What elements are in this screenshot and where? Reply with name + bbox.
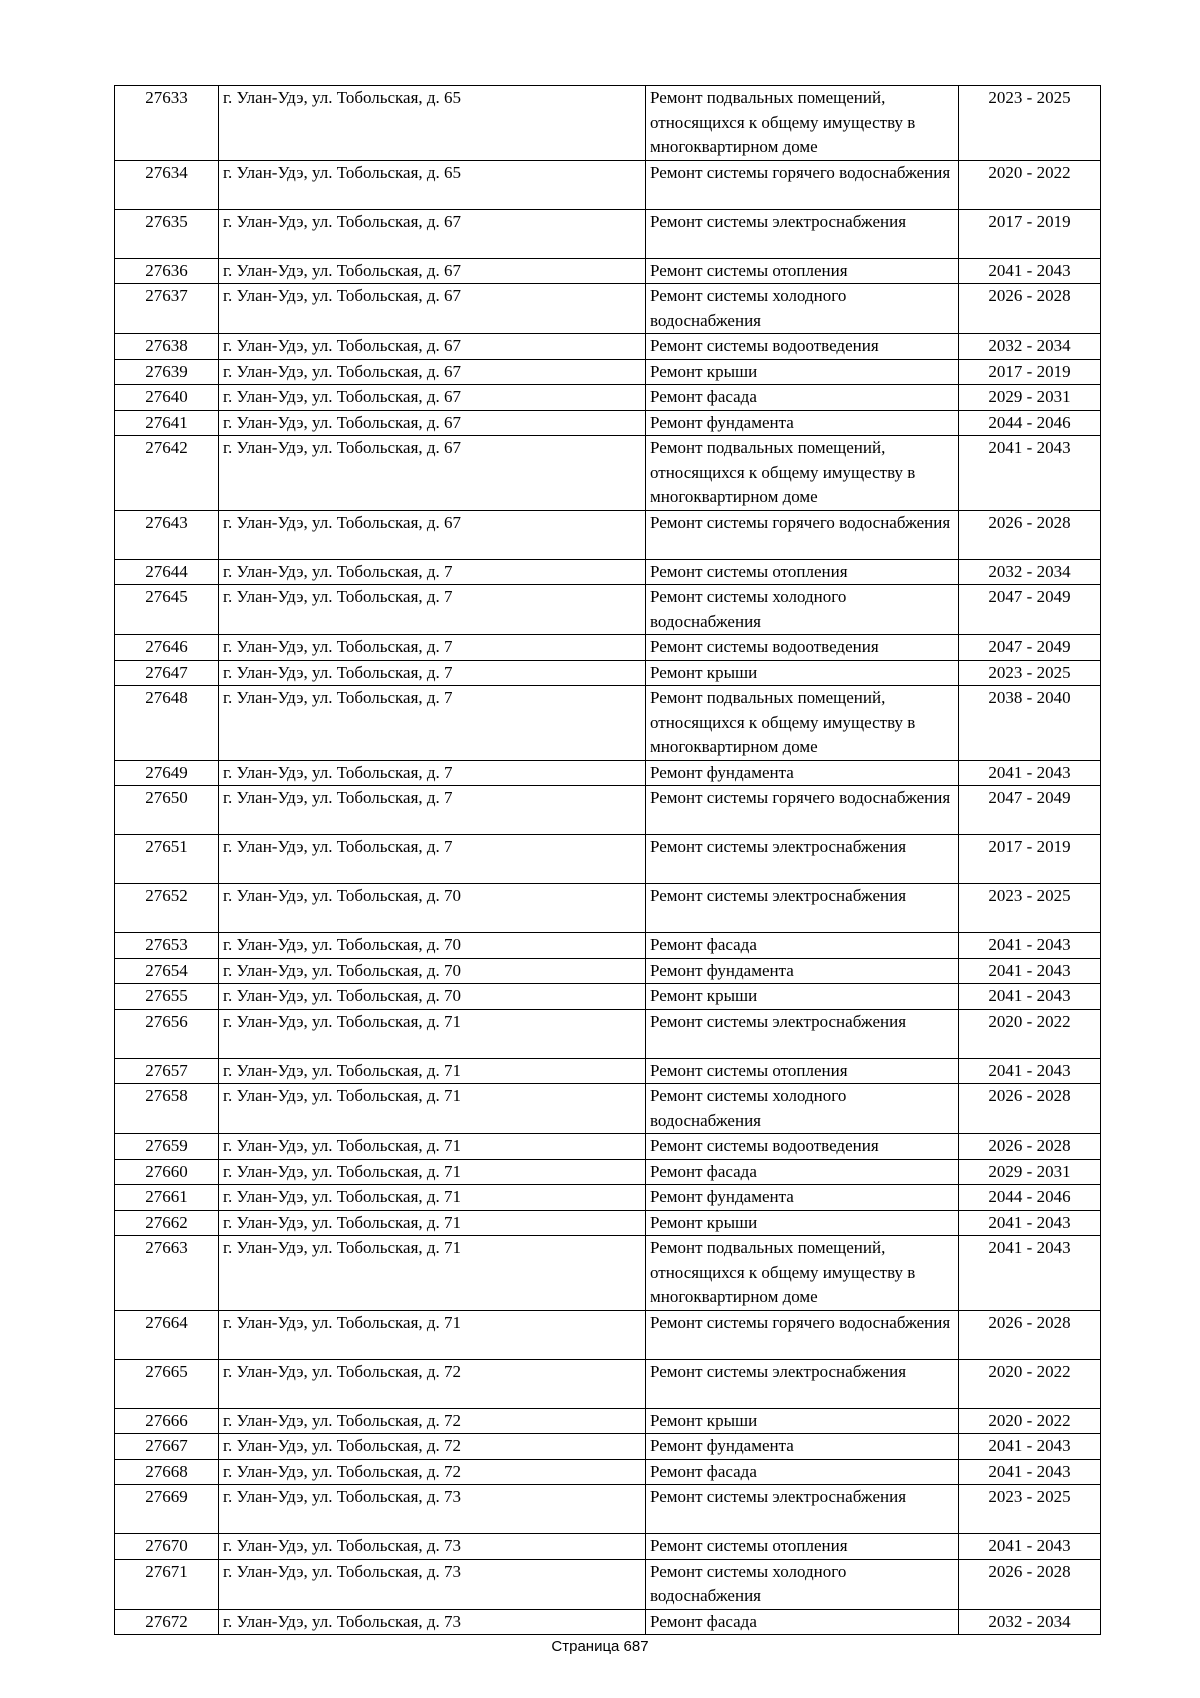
period-cell: 2041 - 2043 xyxy=(959,760,1101,786)
work-type-cell: Ремонт системы электроснабжения xyxy=(646,835,959,884)
table-row xyxy=(115,1485,1101,1534)
row-number-cell: 27655 xyxy=(115,984,219,1010)
address-cell: г. Улан-Удэ, ул. Тобольская, д. 65 xyxy=(219,160,646,209)
work-type-cell: Ремонт фасада xyxy=(646,385,959,411)
work-type-cell: Ремонт системы водоотведения xyxy=(646,1134,959,1160)
period-cell: 2026 - 2028 xyxy=(959,1084,1101,1134)
table-row xyxy=(115,284,1101,334)
address-cell: г. Улан-Удэ, ул. Тобольская, д. 67 xyxy=(219,385,646,411)
work-type-cell: Ремонт крыши xyxy=(646,1210,959,1236)
period-cell: 2041 - 2043 xyxy=(959,1459,1101,1485)
row-number-cell: 27660 xyxy=(115,1159,219,1185)
table-row xyxy=(115,1159,1101,1185)
period-cell: 2026 - 2028 xyxy=(959,1559,1101,1609)
work-type-cell: Ремонт системы электроснабжения xyxy=(646,884,959,933)
address-cell: г. Улан-Удэ, ул. Тобольская, д. 72 xyxy=(219,1434,646,1460)
table-row xyxy=(115,410,1101,436)
row-number-cell: 27644 xyxy=(115,559,219,585)
address-cell: г. Улан-Удэ, ул. Тобольская, д. 7 xyxy=(219,686,646,761)
period-cell: 2029 - 2031 xyxy=(959,1159,1101,1185)
address-cell: г. Улан-Удэ, ул. Тобольская, д. 67 xyxy=(219,510,646,559)
row-number-cell: 27670 xyxy=(115,1534,219,1560)
period-cell: 2041 - 2043 xyxy=(959,1236,1101,1311)
work-type-cell: Ремонт фундамента xyxy=(646,1185,959,1211)
table-row xyxy=(115,334,1101,360)
table-row xyxy=(115,1408,1101,1434)
table-row xyxy=(115,786,1101,835)
period-cell: 2044 - 2046 xyxy=(959,410,1101,436)
period-cell: 2023 - 2025 xyxy=(959,86,1101,161)
period-cell: 2020 - 2022 xyxy=(959,160,1101,209)
work-type-cell: Ремонт фасада xyxy=(646,1459,959,1485)
work-type-cell: Ремонт фундамента xyxy=(646,1434,959,1460)
row-number-cell: 27643 xyxy=(115,510,219,559)
period-cell: 2038 - 2040 xyxy=(959,686,1101,761)
document-table-container xyxy=(114,85,1100,1635)
address-cell: г. Улан-Удэ, ул. Тобольская, д. 72 xyxy=(219,1359,646,1408)
table-row xyxy=(115,958,1101,984)
address-cell: г. Улан-Удэ, ул. Тобольская, д. 70 xyxy=(219,933,646,959)
work-type-cell: Ремонт крыши xyxy=(646,359,959,385)
row-number-cell: 27634 xyxy=(115,160,219,209)
row-number-cell: 27637 xyxy=(115,284,219,334)
work-type-cell: Ремонт системы холодного водоснабжения xyxy=(646,1084,959,1134)
table-row xyxy=(115,1559,1101,1609)
row-number-cell: 27650 xyxy=(115,786,219,835)
period-cell: 2041 - 2043 xyxy=(959,984,1101,1010)
table-row xyxy=(115,1609,1101,1635)
table-row xyxy=(115,359,1101,385)
address-cell: г. Улан-Удэ, ул. Тобольская, д. 71 xyxy=(219,1310,646,1359)
row-number-cell: 27646 xyxy=(115,635,219,661)
table-row xyxy=(115,984,1101,1010)
row-number-cell: 27647 xyxy=(115,660,219,686)
address-cell: г. Улан-Удэ, ул. Тобольская, д. 73 xyxy=(219,1609,646,1635)
table-row xyxy=(115,686,1101,761)
address-cell: г. Улан-Удэ, ул. Тобольская, д. 72 xyxy=(219,1459,646,1485)
table-row xyxy=(115,86,1101,161)
address-cell: г. Улан-Удэ, ул. Тобольская, д. 71 xyxy=(219,1185,646,1211)
table-row xyxy=(115,510,1101,559)
period-cell: 2020 - 2022 xyxy=(959,1009,1101,1058)
period-cell: 2041 - 2043 xyxy=(959,1058,1101,1084)
address-cell: г. Улан-Удэ, ул. Тобольская, д. 67 xyxy=(219,410,646,436)
row-number-cell: 27635 xyxy=(115,209,219,258)
period-cell: 2023 - 2025 xyxy=(959,884,1101,933)
page-number: Страница 687 xyxy=(551,1638,649,1655)
period-cell: 2041 - 2043 xyxy=(959,1534,1101,1560)
work-type-cell: Ремонт фасада xyxy=(646,933,959,959)
work-type-cell: Ремонт фундамента xyxy=(646,410,959,436)
work-type-cell: Ремонт системы горячего водоснабжения xyxy=(646,1310,959,1359)
address-cell: г. Улан-Удэ, ул. Тобольская, д. 7 xyxy=(219,660,646,686)
address-cell: г. Улан-Удэ, ул. Тобольская, д. 70 xyxy=(219,958,646,984)
table-row xyxy=(115,1310,1101,1359)
address-cell: г. Улан-Удэ, ул. Тобольская, д. 73 xyxy=(219,1485,646,1534)
work-type-cell: Ремонт подвальных помещений, относящихся к общему имуществу в многоквартирном доме xyxy=(646,1236,959,1311)
period-cell: 2017 - 2019 xyxy=(959,359,1101,385)
period-cell: 2041 - 2043 xyxy=(959,933,1101,959)
work-type-cell: Ремонт системы горячего водоснабжения xyxy=(646,786,959,835)
work-type-cell: Ремонт системы электроснабжения xyxy=(646,209,959,258)
row-number-cell: 27659 xyxy=(115,1134,219,1160)
table-row xyxy=(115,835,1101,884)
table-row xyxy=(115,1210,1101,1236)
row-number-cell: 27666 xyxy=(115,1408,219,1434)
table-row xyxy=(115,385,1101,411)
period-cell: 2026 - 2028 xyxy=(959,284,1101,334)
period-cell: 2020 - 2022 xyxy=(959,1359,1101,1408)
period-cell: 2032 - 2034 xyxy=(959,559,1101,585)
row-number-cell: 27648 xyxy=(115,686,219,761)
work-type-cell: Ремонт крыши xyxy=(646,660,959,686)
address-cell: г. Улан-Удэ, ул. Тобольская, д. 73 xyxy=(219,1559,646,1609)
row-number-cell: 27652 xyxy=(115,884,219,933)
period-cell: 2047 - 2049 xyxy=(959,635,1101,661)
address-cell: г. Улан-Удэ, ул. Тобольская, д. 70 xyxy=(219,984,646,1010)
row-number-cell: 27658 xyxy=(115,1084,219,1134)
period-cell: 2017 - 2019 xyxy=(959,209,1101,258)
table-row xyxy=(115,559,1101,585)
address-cell: г. Улан-Удэ, ул. Тобольская, д. 72 xyxy=(219,1408,646,1434)
row-number-cell: 27656 xyxy=(115,1009,219,1058)
table-row xyxy=(115,1434,1101,1460)
work-type-cell: Ремонт подвальных помещений, относящихся к общему имуществу в многоквартирном доме xyxy=(646,686,959,761)
period-cell: 2041 - 2043 xyxy=(959,1210,1101,1236)
work-type-cell: Ремонт системы отопления xyxy=(646,1058,959,1084)
work-type-cell: Ремонт фундамента xyxy=(646,958,959,984)
work-type-cell: Ремонт системы отопления xyxy=(646,258,959,284)
row-number-cell: 27669 xyxy=(115,1485,219,1534)
address-cell: г. Улан-Удэ, ул. Тобольская, д. 71 xyxy=(219,1159,646,1185)
period-cell: 2017 - 2019 xyxy=(959,835,1101,884)
row-number-cell: 27664 xyxy=(115,1310,219,1359)
table-row xyxy=(115,1058,1101,1084)
address-cell: г. Улан-Удэ, ул. Тобольская, д. 67 xyxy=(219,334,646,360)
table-row xyxy=(115,1185,1101,1211)
address-cell: г. Улан-Удэ, ул. Тобольская, д. 71 xyxy=(219,1084,646,1134)
address-cell: г. Улан-Удэ, ул. Тобольская, д. 73 xyxy=(219,1534,646,1560)
work-type-cell: Ремонт системы электроснабжения xyxy=(646,1485,959,1534)
row-number-cell: 27663 xyxy=(115,1236,219,1311)
period-cell: 2044 - 2046 xyxy=(959,1185,1101,1211)
work-type-cell: Ремонт системы холодного водоснабжения xyxy=(646,1559,959,1609)
address-cell: г. Улан-Удэ, ул. Тобольская, д. 71 xyxy=(219,1210,646,1236)
table-row xyxy=(115,1534,1101,1560)
period-cell: 2047 - 2049 xyxy=(959,786,1101,835)
period-cell: 2041 - 2043 xyxy=(959,258,1101,284)
work-type-cell: Ремонт системы отопления xyxy=(646,559,959,585)
address-cell: г. Улан-Удэ, ул. Тобольская, д. 71 xyxy=(219,1236,646,1311)
address-cell: г. Улан-Удэ, ул. Тобольская, д. 67 xyxy=(219,209,646,258)
work-type-cell: Ремонт системы холодного водоснабжения xyxy=(646,585,959,635)
row-number-cell: 27641 xyxy=(115,410,219,436)
work-type-cell: Ремонт системы электроснабжения xyxy=(646,1359,959,1408)
work-type-cell: Ремонт фундамента xyxy=(646,760,959,786)
period-cell: 2041 - 2043 xyxy=(959,1434,1101,1460)
row-number-cell: 27649 xyxy=(115,760,219,786)
table-body xyxy=(115,86,1101,1635)
period-cell: 2041 - 2043 xyxy=(959,958,1101,984)
address-cell: г. Улан-Удэ, ул. Тобольская, д. 7 xyxy=(219,635,646,661)
table-row xyxy=(115,1084,1101,1134)
table-row xyxy=(115,1359,1101,1408)
address-cell: г. Улан-Удэ, ул. Тобольская, д. 70 xyxy=(219,884,646,933)
row-number-cell: 27657 xyxy=(115,1058,219,1084)
period-cell: 2026 - 2028 xyxy=(959,510,1101,559)
work-type-cell: Ремонт фасада xyxy=(646,1609,959,1635)
row-number-cell: 27668 xyxy=(115,1459,219,1485)
table-row xyxy=(115,160,1101,209)
work-type-cell: Ремонт системы отопления xyxy=(646,1534,959,1560)
address-cell: г. Улан-Удэ, ул. Тобольская, д. 7 xyxy=(219,559,646,585)
table-row xyxy=(115,209,1101,258)
row-number-cell: 27671 xyxy=(115,1559,219,1609)
address-cell: г. Улан-Удэ, ул. Тобольская, д. 7 xyxy=(219,585,646,635)
period-cell: 2020 - 2022 xyxy=(959,1408,1101,1434)
period-cell: 2026 - 2028 xyxy=(959,1310,1101,1359)
address-cell: г. Улан-Удэ, ул. Тобольская, д. 7 xyxy=(219,786,646,835)
period-cell: 2029 - 2031 xyxy=(959,385,1101,411)
work-type-cell: Ремонт фасада xyxy=(646,1159,959,1185)
address-cell: г. Улан-Удэ, ул. Тобольская, д. 71 xyxy=(219,1058,646,1084)
address-cell: г. Улан-Удэ, ул. Тобольская, д. 71 xyxy=(219,1134,646,1160)
address-cell: г. Улан-Удэ, ул. Тобольская, д. 67 xyxy=(219,436,646,511)
row-number-cell: 27633 xyxy=(115,86,219,161)
work-type-cell: Ремонт системы водоотведения xyxy=(646,635,959,661)
period-cell: 2023 - 2025 xyxy=(959,1485,1101,1534)
table-row xyxy=(115,884,1101,933)
period-cell: 2032 - 2034 xyxy=(959,334,1101,360)
work-type-cell: Ремонт системы холодного водоснабжения xyxy=(646,284,959,334)
address-cell: г. Улан-Удэ, ул. Тобольская, д. 7 xyxy=(219,760,646,786)
address-cell: г. Улан-Удэ, ул. Тобольская, д. 71 xyxy=(219,1009,646,1058)
table-row xyxy=(115,1459,1101,1485)
work-type-cell: Ремонт системы электроснабжения xyxy=(646,1009,959,1058)
period-cell: 2023 - 2025 xyxy=(959,660,1101,686)
table-row xyxy=(115,1134,1101,1160)
address-cell: г. Улан-Удэ, ул. Тобольская, д. 67 xyxy=(219,258,646,284)
period-cell: 2026 - 2028 xyxy=(959,1134,1101,1160)
period-cell: 2047 - 2049 xyxy=(959,585,1101,635)
work-type-cell: Ремонт подвальных помещений, относящихся к общему имуществу в многоквартирном доме xyxy=(646,86,959,161)
work-type-cell: Ремонт системы водоотведения xyxy=(646,334,959,360)
row-number-cell: 27661 xyxy=(115,1185,219,1211)
row-number-cell: 27636 xyxy=(115,258,219,284)
row-number-cell: 27639 xyxy=(115,359,219,385)
table-row xyxy=(115,1009,1101,1058)
repair-schedule-table xyxy=(114,85,1101,1635)
table-row xyxy=(115,1236,1101,1311)
work-type-cell: Ремонт крыши xyxy=(646,984,959,1010)
row-number-cell: 27645 xyxy=(115,585,219,635)
work-type-cell: Ремонт подвальных помещений, относящихся к общему имуществу в многоквартирном доме xyxy=(646,436,959,511)
address-cell: г. Улан-Удэ, ул. Тобольская, д. 65 xyxy=(219,86,646,161)
period-cell: 2041 - 2043 xyxy=(959,436,1101,511)
row-number-cell: 27642 xyxy=(115,436,219,511)
table-row xyxy=(115,933,1101,959)
row-number-cell: 27667 xyxy=(115,1434,219,1460)
work-type-cell: Ремонт системы горячего водоснабжения xyxy=(646,160,959,209)
period-cell: 2032 - 2034 xyxy=(959,1609,1101,1635)
row-number-cell: 27665 xyxy=(115,1359,219,1408)
address-cell: г. Улан-Удэ, ул. Тобольская, д. 7 xyxy=(219,835,646,884)
table-row xyxy=(115,660,1101,686)
row-number-cell: 27654 xyxy=(115,958,219,984)
table-row xyxy=(115,258,1101,284)
table-row xyxy=(115,436,1101,511)
row-number-cell: 27638 xyxy=(115,334,219,360)
address-cell: г. Улан-Удэ, ул. Тобольская, д. 67 xyxy=(219,359,646,385)
row-number-cell: 27651 xyxy=(115,835,219,884)
table-row xyxy=(115,585,1101,635)
row-number-cell: 27672 xyxy=(115,1609,219,1635)
table-row xyxy=(115,635,1101,661)
work-type-cell: Ремонт системы горячего водоснабжения xyxy=(646,510,959,559)
address-cell: г. Улан-Удэ, ул. Тобольская, д. 67 xyxy=(219,284,646,334)
row-number-cell: 27640 xyxy=(115,385,219,411)
table-row xyxy=(115,760,1101,786)
work-type-cell: Ремонт крыши xyxy=(646,1408,959,1434)
row-number-cell: 27653 xyxy=(115,933,219,959)
row-number-cell: 27662 xyxy=(115,1210,219,1236)
